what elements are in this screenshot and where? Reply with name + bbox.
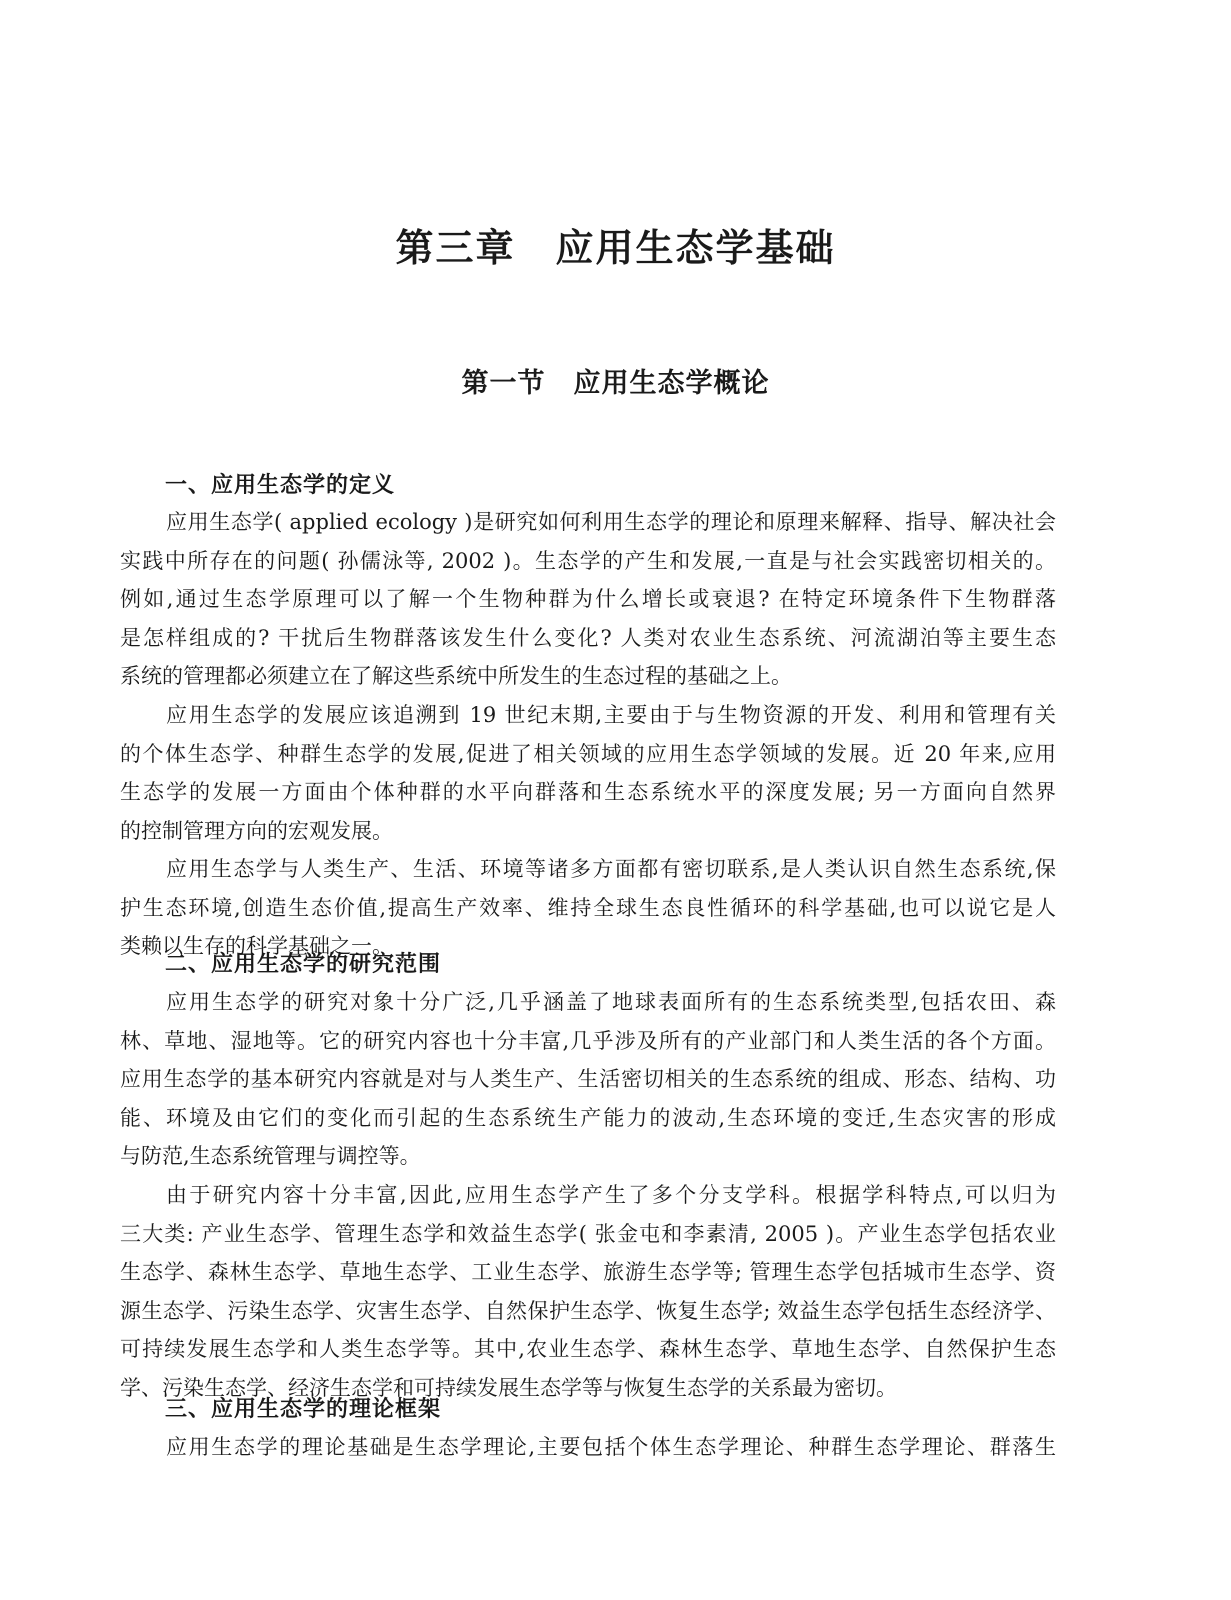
- text-line: 例如,通过生态学原理可以了解一个生物种群为什么增长或衰退? 在特定环境条件下生物群落: [120, 587, 1056, 612]
- text-line: 应用生态学的理论基础是生态学理论,主要包括个体生态学理论、种群生态学理论、群落生: [166, 1435, 1056, 1459]
- text-line: 生态学、森林生态学、草地生态学、工业生态学、旅游生态学等; 管理生态学包括城市生态学、资: [120, 1260, 1056, 1285]
- section-1-paragraph-2: [120, 696, 1056, 850]
- text-line: 与防范,生态系统管理与调控等。: [120, 1144, 421, 1169]
- text-line: 由于研究内容十分丰富,因此,应用生态学产生了多个分支学科。根据学科特点,可以归为: [166, 1183, 1056, 1207]
- section-3-heading: 三、应用生态学的理论框架: [165, 1397, 442, 1422]
- text-line: 的控制管理方向的宏观发展。: [120, 818, 393, 843]
- text-line: 系统的管理都必须建立在了解这些系统中所发生的生态过程的基础之上。: [120, 664, 792, 689]
- text-line: 三大类: 产业生态学、管理生态学和效益生态学( 张金屯和李素清, 2005 )。产业生态学包括农业: [120, 1221, 1056, 1246]
- section-3-paragraph-1: [120, 1428, 1056, 1467]
- text-line: 的个体生态学、种群生态学的发展,促进了相关领域的应用生态学领域的发展。近 20 年来,应用: [120, 741, 1056, 766]
- section-2-paragraph-2: [120, 1176, 1056, 1408]
- text-line: 生态学的发展一方面由个体种群的水平向群落和生态系统水平的深度发展; 另一方面向自然界: [120, 780, 1056, 805]
- text-line: 应用生态学的发展应该追溯到 19 世纪末期,主要由于与生物资源的开发、利用和管理有关: [166, 703, 1056, 727]
- text-line: 是怎样组成的? 干扰后生物群落该发生什么变化? 人类对农业生态系统、河流湖泊等主要生态: [120, 625, 1056, 650]
- text-line: 林、草地、湿地等。它的研究内容也十分丰富,几乎涉及所有的产业部门和人类生活的各个方面。: [120, 1028, 1056, 1053]
- section-2-heading: 二、应用生态学的研究范围: [165, 952, 442, 977]
- section-1-paragraph-1: [120, 503, 1056, 696]
- text-line: 护生态环境,创造生态价值,提高生产效率、维持全球生态良性循环的科学基础,也可以说它是人: [120, 895, 1056, 920]
- section-title: 第一节 应用生态学概论: [461, 368, 770, 399]
- text-line: 类赖以生存的科学基础之一。: [120, 934, 393, 959]
- text-line: 源生态学、污染生态学、灾害生态学、自然保护生态学、恢复生态学; 效益生态学包括生态经济学、: [120, 1298, 1056, 1323]
- text-line: 应用生态学( applied ecology )是研究如何利用生态学的理论和原理来解释、指导、解决社会: [166, 510, 1056, 534]
- text-line: 可持续发展生态学和人类生态学等。其中,农业生态学、森林生态学、草地生态学、自然保护生态: [120, 1337, 1056, 1362]
- text-line: 应用生态学与人类生产、生活、环境等诸多方面都有密切联系,是人类认识自然生态系统,保: [166, 857, 1056, 881]
- text-line: 能、环境及由它们的变化而引起的生态系统生产能力的波动,生态环境的变迁,生态灾害的形成: [120, 1105, 1056, 1130]
- text-line: 应用生态学的基本研究内容就是对与人类生产、生活密切相关的生态系统的组成、形态、结构、功: [120, 1067, 1056, 1092]
- section-2-paragraph-1: [120, 983, 1056, 1176]
- section-1-heading: 一、应用生态学的定义: [165, 473, 396, 498]
- text-line: 实践中所存在的问题( 孙儒泳等, 2002 )。生态学的产生和发展,一直是与社会实践密切相关的。: [120, 548, 1056, 573]
- text-line: 学、污染生态学、经济生态学和可持续发展生态学等与恢复生态学的关系最为密切。: [120, 1375, 897, 1400]
- text-line: 应用生态学的研究对象十分广泛,几乎涵盖了地球表面所有的生态系统类型,包括农田、森: [166, 990, 1056, 1014]
- chapter-title: 第三章 应用生态学基础: [395, 225, 836, 270]
